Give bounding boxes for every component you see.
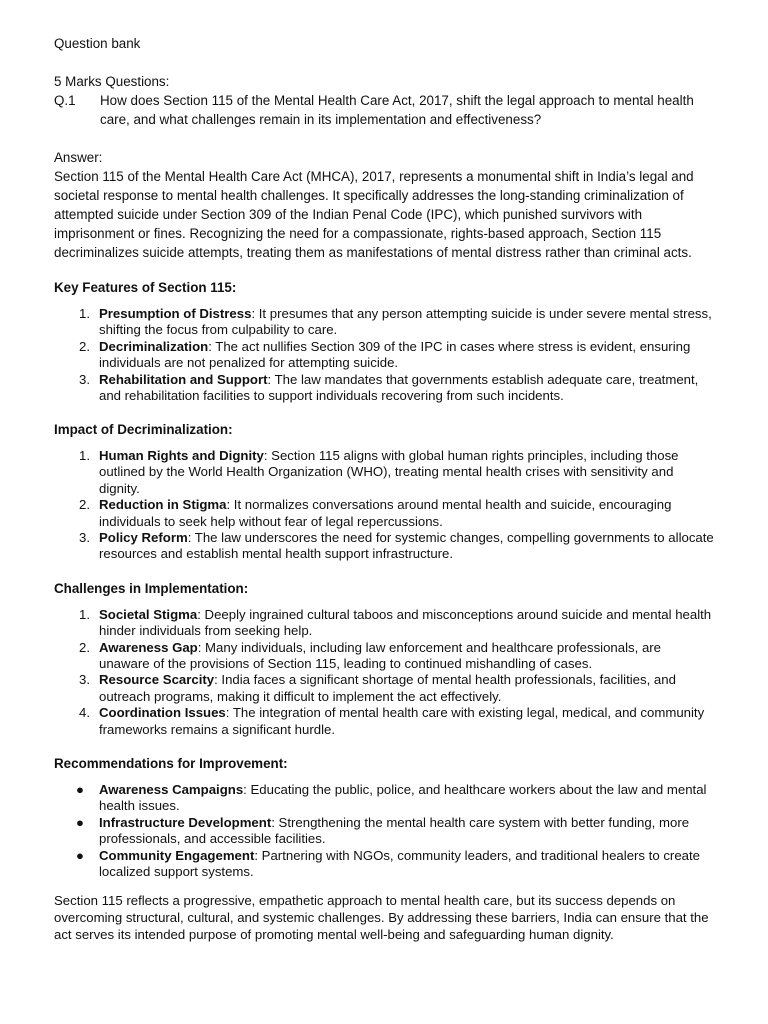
key-features-list [54, 306, 714, 404]
list-item [54, 672, 714, 704]
item-text: : It presumes that any person attempting suicide is under severe mental stress, shifting the focus from culpability to care. [99, 306, 712, 338]
challenges-list [54, 607, 714, 738]
impact-list [54, 448, 714, 562]
list-marker: 1. [79, 306, 90, 321]
item-text: : Educating the public, police, and healthcare workers about the law and mental health issues. [99, 781, 707, 813]
item-text: : Deeply ingrained cultural taboos and misconceptions around suicide and mental health hinder individuals from seeking help. [99, 606, 712, 638]
list-marker: 1. [79, 606, 90, 622]
list-item [54, 848, 714, 880]
section-label: 5 Marks Questions: [54, 74, 170, 89]
list-item [54, 607, 714, 639]
list-item [54, 705, 714, 737]
doc-title: Question bank [54, 36, 141, 51]
answer-intro: Section 115 of the Mental Health Care Act (MHCA), 2017, represents a monumental shift in India’s legal and societal response to mental health challenges. It specifically addresses the long-standing criminalization of attempted suicide under Section 309 of the Indian Penal Code (IPC), which punished survivors with imprisonment or fines. Recognizing the need for a compassionate, rights-based approach, Section 115 decriminalizes suicide attempts, treating them as manifestations of mental distress rather than criminal acts. [54, 169, 694, 260]
question [54, 91, 714, 129]
section-heading-impact: Impact of Decriminalization: [54, 422, 233, 438]
item-term: Societal Stigma [99, 606, 198, 622]
list-item [54, 782, 714, 814]
item-term: Awareness Campaigns [99, 781, 244, 797]
list-marker: 2. [79, 338, 90, 354]
list-marker: 4. [79, 705, 90, 721]
list-marker: 2. [79, 639, 90, 655]
item-text: : The law underscores the need for systemic changes, compelling governments to allocate resources and establish mental health support infrastructure. [99, 530, 714, 562]
list-item [54, 339, 714, 371]
item-term: Reduction in Stigma [99, 497, 227, 513]
item-text: : Section 115 aligns with global human rights principles, including those outlined by the World Health Organization (WHO), treating mental health crises with sensitivity and dignity. [99, 448, 679, 496]
item-text: : Many individuals, including law enforcement and healthcare professionals, are unaware of the provisions of Section 115, leading to continued mishandling of cases. [99, 639, 662, 671]
question-text: How does Section 115 of the Mental Health Care Act, 2017, shift the legal approach to mental health care, and what challenges remain in its implementation and effectiveness? [100, 93, 694, 127]
list-marker: 1. [79, 448, 90, 464]
item-term: Resource Scarcity [99, 672, 215, 688]
recommendations-list [54, 782, 714, 880]
item-term: Decriminalization [99, 338, 209, 354]
list-marker: 3. [79, 672, 90, 688]
item-text: : Strengthening the mental health care system with better funding, more professionals, and accessible facilities. [99, 814, 690, 846]
item-text: : Partnering with NGOs, community leaders, and traditional healers to create localized support systems. [99, 847, 700, 879]
bullet-icon: ● [76, 847, 84, 863]
section-heading-key-features: Key Features of Section 115: [54, 280, 237, 295]
list-marker: 3. [79, 530, 90, 546]
list-marker: 2. [79, 497, 90, 513]
section-heading-challenges: Challenges in Implementation: [54, 580, 249, 596]
list-item [54, 530, 714, 562]
list-item [54, 815, 714, 847]
item-term: Human Rights and Dignity [99, 448, 264, 464]
section-heading-recommendations: Recommendations for Improvement: [54, 755, 288, 771]
item-text: : India faces a significant shortage of mental health professionals, facilities, and outreach programs, making it difficult to implement the act effectively. [99, 672, 676, 704]
item-text: : The law mandates that governments establish adequate care, treatment, and rehabilitation facilities to support individuals recovering from such incidents. [99, 371, 699, 404]
list-item [54, 497, 714, 529]
question-number: Q.1 [54, 93, 76, 108]
list-item [54, 306, 714, 338]
item-text: : The act nullifies Section 309 of the IPC in cases where stress is evident, ensuring individuals are not penalized for attempting suicide. [99, 338, 691, 371]
item-term: Community Engagement [99, 847, 255, 863]
answer-label: Answer: [54, 150, 103, 165]
item-term: Coordination Issues [99, 705, 226, 721]
item-term: Awareness Gap [99, 639, 198, 655]
list-item [54, 448, 714, 497]
item-text: : It normalizes conversations around mental health and suicide, encouraging individuals to seek help without fear of legal repercussions. [99, 497, 672, 529]
list-marker: 3. [79, 371, 90, 387]
bullet-icon: ● [76, 814, 84, 830]
list-item [54, 640, 714, 672]
item-term: Presumption of Distress [99, 306, 252, 321]
item-term: Rehabilitation and Support [99, 371, 268, 387]
conclusion: Section 115 reflects a progressive, empathetic approach to mental health care, but its success depends on overcoming structural, cultural, and systemic challenges. By addressing these barriers, India can ensure that the act serves its intended purpose of promoting mental well-being and safeguarding human dignity. [54, 892, 709, 942]
bullet-icon: ● [76, 781, 84, 797]
item-text: : The integration of mental health care with existing legal, medical, and community frameworks remains a significant hurdle. [99, 705, 705, 737]
item-term: Infrastructure Development [99, 814, 272, 830]
list-item [54, 372, 714, 404]
item-term: Policy Reform [99, 530, 188, 546]
